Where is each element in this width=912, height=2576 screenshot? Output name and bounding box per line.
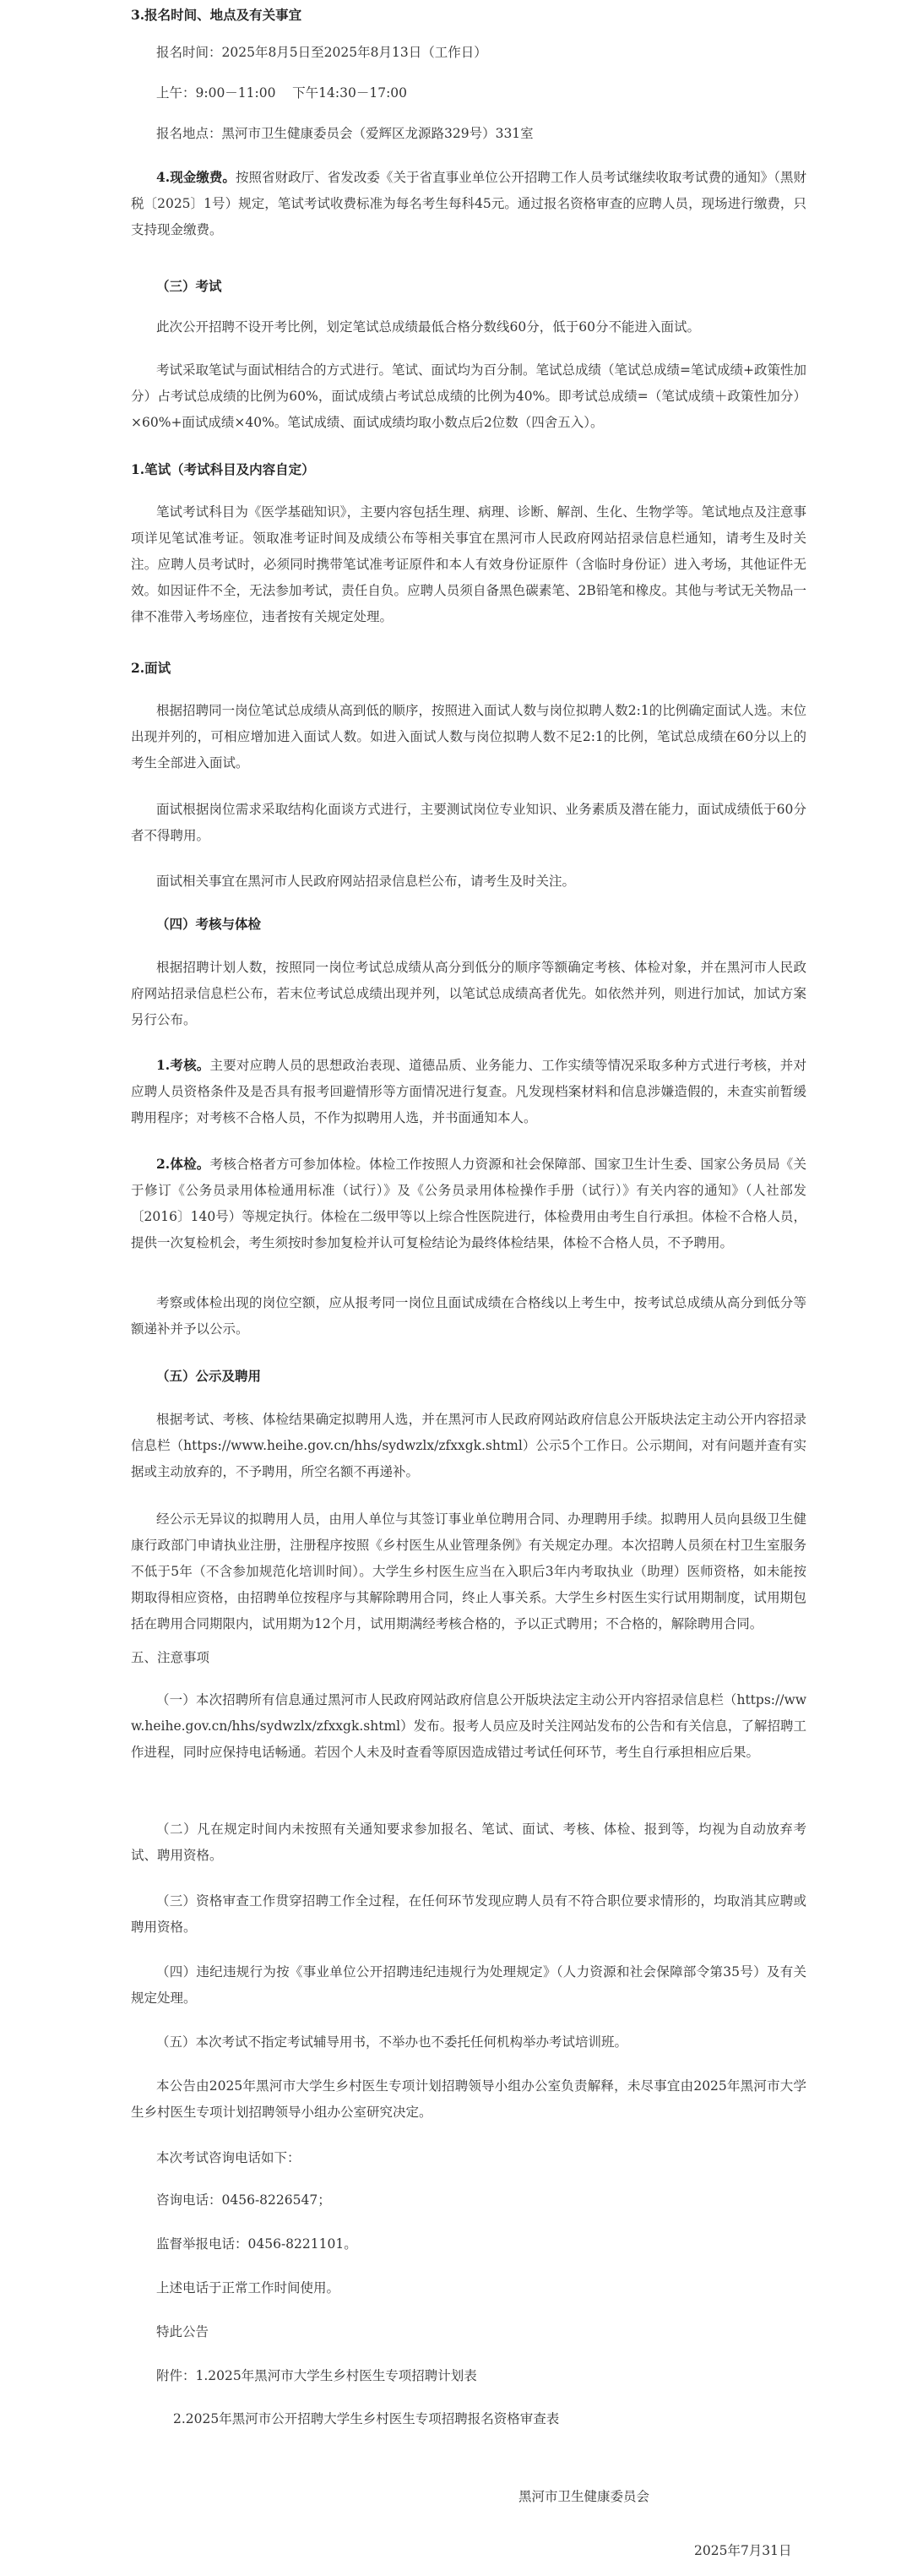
publicity-paragraph: 根据考试、考核、体检结果确定拟聘用人选，并在黑河市人民政府网站政府信息公开版块法定主动公开内容招录信息栏（https://www.heihe.gov.cn/hhs/sydwzlx/zfxxgk.shtml）公示5个工作日。公示期间，对有问题并查有实据或主动放弃的，不予聘用，所空名额不再递补。 — [131, 1412, 806, 1479]
medical-body: 考核合格者方可参加体检。体检工作按照人力资源和社会保障部、国家卫生计生委、国家公务员局《关于修订《公务员录用体检通用标准（试行）》及《公务员录用体检操作手册（试行）》有关内容的通知》（人社部发〔2016〕140号）等规定执行。体检在二级甲等以上综合性医院进行，体检费用由考生自行承担。体检不合格人员，提供一次复检机会，考生须按时参加复检并认可复检结论为最终体检结果，体检不合格人员，不予聘用。 — [131, 1157, 806, 1250]
fee-paragraph — [131, 164, 806, 243]
interview-notice: 面试相关事宜在黑河市人民政府网站招录信息栏公布，请考生及时关注。 — [156, 874, 576, 889]
section-exam-title: （三）考试 — [156, 278, 222, 294]
note-3: （三）资格审查工作贯穿招聘工作全过程，在任何环节发现应聘人员有不符合职位要求情形的，均取消其应聘或聘用资格。 — [131, 1893, 806, 1935]
interview-selection: 根据招聘同一岗位笔试总成绩从高到低的顺序，按照进入面试人数与岗位拟聘人数2:1的比例确定面试人选。末位出现并列的，可相应增加进入面试人数。如进入面试人数与岗位拟聘人数不足2:1的比例，笔试总成绩在60分以上的考生全部进入面试。 — [131, 703, 806, 771]
section-registration-title: 3.报名时间、地点及有关事宜 — [131, 7, 302, 23]
attachment-2: 2.2025年黑河市公开招聘大学生乡村医生专项招聘报名资格审查表 — [173, 2411, 560, 2426]
assessment-heading: 1.考核。 — [156, 1057, 210, 1073]
section-assessment-title: （四）考核与体检 — [156, 916, 262, 932]
registration-location: 报名地点：黑河市卫生健康委员会（爱辉区龙源路329号）331室 — [156, 126, 534, 141]
issue-date: 2025年7月31日 — [694, 2543, 792, 2558]
section-notes-title: 五、注意事项 — [131, 1650, 210, 1665]
medical-heading: 2.体检。 — [156, 1156, 210, 1172]
contact-title: 本次考试咨询电话如下： — [156, 2150, 301, 2165]
report-phone: 监督举报电话：0456-8221101。 — [156, 2236, 357, 2252]
assessment-selection: 根据招聘计划人数，按照同一岗位考试总成绩从高分到低分的顺序等额确定考核、体检对象，并在黑河市人民政府网站招录信息栏公布，若末位考试总成绩出现并列，以笔试总成绩高者优先。如依然并列，则进行加试，加试方案另行公布。 — [131, 960, 806, 1027]
consult-phone: 咨询电话：0456-8226547； — [156, 2192, 331, 2208]
written-exam-body: 笔试考试科目为《医学基础知识》，主要内容包括生理、病理、诊断、解剖、生化、生物学等。笔试地点及注意事项详见笔试准考证。领取准考证时间及成绩公布等相关事宜在黑河市人民政府网站招录信息栏通知，请考生及时关注。应聘人员考试时，必须同时携带笔试准考证原件和本人有效身份证原件（含临时身份证）进入考场，其他证件无效。如因证件不全，无法参加考试，责任自负。应聘人员须自备黑色碳素笔、2B铅笔和橡皮。其他与考试无关物品一律不准带入考场座位，违者按有关规定处理。 — [131, 504, 806, 624]
fee-heading: 4.现金缴费。 — [156, 169, 236, 185]
section-publicity-title: （五）公示及聘用 — [156, 1368, 262, 1384]
note-2: （二）凡在规定时间内未按照有关通知要求参加报名、笔试、面试、考核、体检、报到等，均视为自动放弃考试、聘用资格。 — [131, 1822, 806, 1863]
vacancy-fill: 考察或体检出现的岗位空额，应从报考同一岗位且面试成绩在合格线以上考生中，按考试总成绩从高分到低分等额递补并予以公示。 — [131, 1295, 806, 1337]
registration-time: 报名时间：2025年8月5日至2025年8月13日（工作日） — [156, 45, 487, 60]
exam-pass-line: 此次公开招聘不设开考比例，划定笔试总成绩最低合格分数线60分，低于60分不能进入面试。 — [156, 319, 700, 335]
note-1: （一）本次招聘所有信息通过黑河市人民政府网站政府信息公开版块法定主动公开内容招录信息栏（https://www.heihe.gov.cn/hhs/sydwzlx/zfxxgk.shtml）发布。报考人员应及时关注网站发布的公告和有关信息，了解招聘工作进程，同时应保持电话畅通。若因个人未及时查看等原因造成错过考试任何环节，考生自行承担相应后果。 — [131, 1692, 806, 1760]
interview-method: 面试根据岗位需求采取结构化面谈方式进行，主要测试岗位专业知识、业务素质及潜在能力，面试成绩低于60分者不得聘用。 — [131, 802, 806, 843]
medical-paragraph — [131, 1151, 806, 1256]
issuing-organization: 黑河市卫生健康委员会 — [518, 2489, 650, 2504]
explanation: 本公告由2025年黑河市大学生乡村医生专项计划招聘领导小组办公室负责解释，未尽事宜由2025年黑河市大学生乡村医生专项计划招聘领导小组办公室研究决定。 — [131, 2078, 806, 2120]
assessment-body: 主要对应聘人员的思想政治表现、道德品质、业务能力、工作实绩等情况采取多种方式进行考核，并对应聘人员资格条件及是否具有报考回避情形等方面情况进行复查。凡发现档案材料和信息涉嫌造假的，未查实前暂缓聘用程序；对考核不合格人员，不作为拟聘用人选，并书面通知本人。 — [131, 1058, 806, 1125]
exam-scoring: 考试采取笔试与面试相结合的方式进行。笔试、面试均为百分制。笔试总成绩（笔试总成绩=笔试成绩+政策性加分）占考试总成绩的比例为60%，面试成绩占考试总成绩的比例为40%。即考试总成绩=（笔试成绩＋政策性加分）×60%+面试成绩×40%。笔试成绩、面试成绩均取小数点后2位数（四舍五入）。 — [131, 362, 806, 430]
note-5: （五）本次考试不指定考试辅导用书，不举办也不委托任何机构举办考试培训班。 — [156, 2034, 628, 2050]
fee-body: 按照省财政厅、省发改委《关于省直事业单位公开招聘工作人员考试继续收取考试费的通知》（黑财税〔2025〕1号）规定，笔试考试收费标准为每名考生每科45元。通过报名资格审查的应聘人员，现场进行缴费，只支持现金缴费。 — [131, 170, 806, 237]
interview-title: 2.面试 — [131, 660, 171, 676]
employment-paragraph: 经公示无异议的拟聘用人员，由用人单位与其签订事业单位聘用合同、办理聘用手续。拟聘用人员向县级卫生健康行政部门申请执业注册，注册程序按照《乡村医生从业管理条例》有关规定办理。本次招聘人员须在村卫生室服务不低于5年（不含参加规范化培训时间）。大学生乡村医生应当在入职后3年内考取执业（助理）医师资格，如未能按期取得相应资格，由招聘单位按程序与其解除聘用合同，终止人事关系。大学生乡村医生实行试用期制度，试用期包括在聘用合同期限内，试用期为12个月，试用期满经考核合格的，予以正式聘用；不合格的，解除聘用合同。 — [131, 1511, 806, 1631]
assessment-paragraph — [131, 1052, 806, 1131]
phone-hours: 上述电话于正常工作时间使用。 — [156, 2280, 340, 2296]
written-exam-title: 1.笔试（考试科目及内容自定） — [131, 461, 315, 477]
attachment-1: 附件：1.2025年黑河市大学生乡村医生专项招聘计划表 — [156, 2368, 477, 2383]
registration-hours: 上午：9:00－11:00 下午14:30－17:00 — [156, 85, 408, 101]
note-4: （四）违纪违规行为按《事业单位公开招聘违纪违规行为处理规定》（人力资源和社会保障部令第35号）及有关规定处理。 — [131, 1964, 806, 2006]
closing-remark: 特此公告 — [156, 2324, 209, 2339]
